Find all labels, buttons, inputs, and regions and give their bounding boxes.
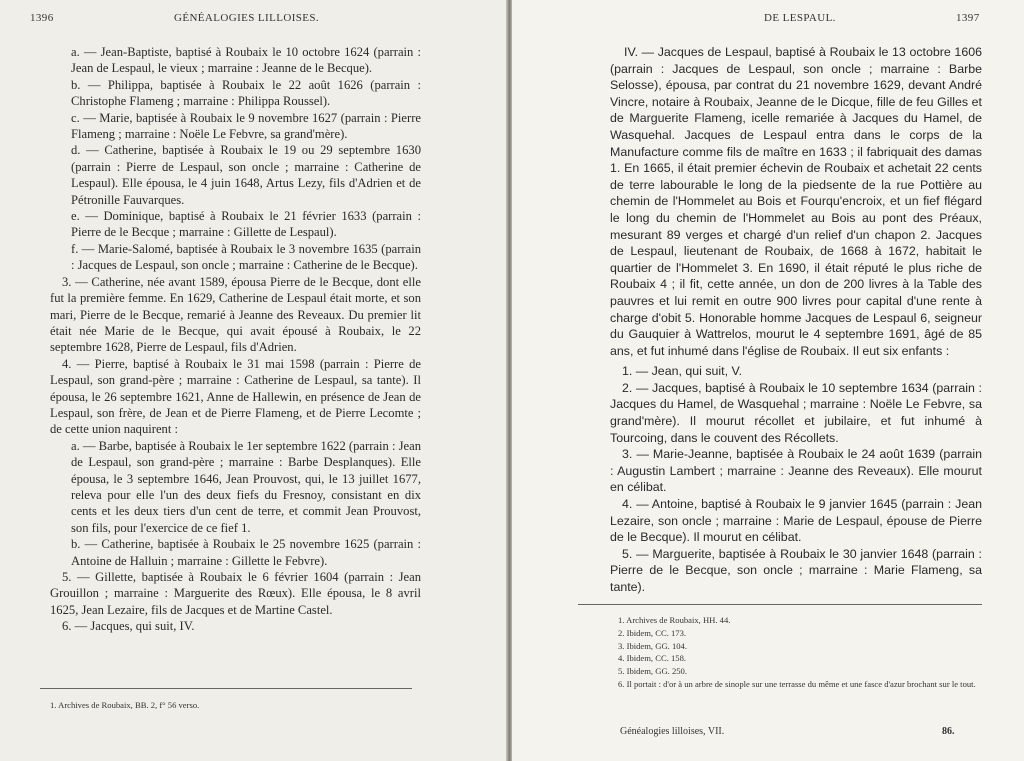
right-footnotes	[618, 614, 998, 691]
list-item: 4. — Pierre, baptisé à Roubaix le 31 mai 1598 (parrain : Pierre de Lespaul, son grand-père ; marraine : Catherine de Lespaul, sa tante). Il épousa, le 26 septembre 1621, Anne de Hallewin, en présence de Jean de Lespaul, son frère, de Jean et de Pierre Flameng, et de Pierre Lecomte ; de cette union naquirent :	[50, 356, 421, 437]
right-body	[610, 44, 982, 596]
footnote: 6. Il portait : d'or à un arbre de sinople sur une terrasse du même et une fasce d'azur brochant sur le tout.	[618, 678, 976, 689]
list-item: 3. — Marie-Jeanne, baptisée à Roubaix le 24 août 1639 (parrain : Augustin Lambert ; marraine : Jeanne des Reveaux). Elle mourut en célibat.	[610, 447, 982, 495]
footnote: 1. Archives de Roubaix, HH. 44.	[618, 615, 731, 625]
left-footnotes	[50, 699, 430, 712]
left-page-number: 1396	[30, 12, 54, 24]
main-paragraph: IV. — Jacques de Lespaul, baptisé à Roubaix le 13 octobre 1606 (parrain : Jacques de Lespaul, son oncle ; marraine : Barbe Selosse), épousa, par contrat du 21 novembre 1629, devant André Vincre, notaire à Roubaix, Jeanne de le Dicque, fille de feu Gilles et de Marguerite Flameng, icelle remariée à Jacques du Hamel, de Wasquehal. Jacques de Lespaul entra dans le corps de la Manufacture comme fils de maître en 1633 ; il fabriquait des damas 1. En 1665, il était premier échevin de Roubaix et achetait 22 cents de terre labourable le long de la piedsente de la rue Pottière au chemin de l'Hommelet au Bois et Fourqu'encroix, et un fief flégard le long du chemin de l'Hommelet au Bois au pont des Préaux, mesurant 89 verges et chargé d'un relief d'un chapon 2. Jacques de Lespaul, lieutenant de Roubaix, de 1668 à 1672, habitait le quartier de l'Hommelet 3. En 1690, il était réputé le plus riche de Roubaix 4 ; il fit, cette année, un don de 200 livres à la Table des pauvres et lui remit en outre 900 livres pour capital d'une rente à charge d'obit 5. Honorable homme Jacques de Lespaul 6, seigneur du Gauquier à Wattrelos, mourut le 4 septembre 1691, âgé de 85 ans, et fut inhumé dans l'église de Roubaix. Il eut six enfants :	[610, 45, 982, 358]
signature-mark: Généalogies lilloises, VII.	[620, 726, 725, 737]
left-body	[50, 44, 421, 635]
list-item: 6. — Jacques, qui suit, IV.	[62, 619, 195, 634]
list-item: a. — Barbe, baptisée à Roubaix le 1er septembre 1622 (parrain : Jean de Lespaul, son grand-père ; marraine : Barbe Desplanques). Elle épousa, le 3 septembre 1646, Jean Prouvost, qui, le 13 juillet 1677, releva pour elle l'un des deux fiefs du Fresnoy, consistant en dix cents et les deux tiers d'un cent de terre, et commit Jean Prouvost, son fils, pour l'exercice de ce fief 1.	[71, 438, 421, 535]
footnote: 4. Ibidem, CC. 158.	[618, 653, 687, 664]
list-item: f. — Marie-Salomé, baptisée à Roubaix le 3 novembre 1635 (parrain : Jacques de Lespaul, son oncle ; marraine : Catherine de le Becque).	[71, 241, 421, 273]
list-item: b. — Philippa, baptisée à Roubaix le 22 août 1626 (parrain : Christophe Flameng ; marraine : Philippa Roussel).	[71, 77, 421, 109]
list-item: 4. — Antoine, baptisé à Roubaix le 9 janvier 1645 (parrain : Jean Lezaire, son oncle ; marraine : Marie de Lespaul, épouse de Pierre de le Becque). Il mourut en célibat.	[610, 497, 982, 545]
footnote-rule	[40, 688, 412, 689]
left-running-head: GÉNÉALOGIES LILLOISES.	[174, 12, 320, 24]
signature-number: 86.	[942, 726, 955, 737]
list-item: d. — Catherine, baptisée à Roubaix le 19 ou 29 septembre 1630 (parrain : Pierre de Lespaul, son oncle ; marraine : Catherine de Lespaul). Elle épousa, le 4 juin 1648, Artus Lezy, fils d'Adrien et de Pétronille Fauvarques.	[71, 143, 421, 207]
footnote: 3. Ibidem, GG. 104.	[618, 640, 687, 651]
right-running-head: DE LESPAUL.	[764, 12, 836, 24]
left-page	[0, 0, 508, 761]
footnote: 5. Ibidem, GG. 250.	[618, 666, 687, 677]
right-page	[512, 0, 1024, 761]
list-item: 5. — Gillette, baptisée à Roubaix le 6 février 1604 (parrain : Jean Grouillon ; marraine : Marguerite des Rœux). Elle épousa, le 8 avril 1625, Jean Lezaire, fils de Jacques et de Martine Castel.	[50, 570, 421, 617]
footnote: 1. Archives de Roubaix, BB. 2, f° 56 verso.	[50, 700, 200, 710]
list-item: b. — Catherine, baptisée à Roubaix le 25 novembre 1625 (parrain : Antoine de Halluin ; marraine : Gillette le Febvre).	[71, 537, 421, 568]
list-item: 3. — Catherine, née avant 1589, épousa Pierre de le Becque, dont elle fut la première femme. En 1629, Catherine de Lespaul était morte, et son mari, Pierre de le Becque, remarié à Jeanne des Reveaux. Du premier lit était née Marie de le Becque, qui avait épousé à Roubaix, le 22 septembre 1628, Pierre de Lespaul, fils d'Adrien.	[50, 274, 421, 355]
list-item: a. — Jean-Baptiste, baptisé à Roubaix le 10 octobre 1624 (parrain : Jean de Lespaul, le vieux ; marraine : Jeanne de le Becque).	[71, 45, 421, 76]
list-item: 5. — Marguerite, baptisée à Roubaix le 30 janvier 1648 (parrain : Pierre de le Becque, son oncle ; marraine : Marie Flameng, sa tante).	[610, 546, 982, 594]
footnote-rule	[578, 604, 982, 605]
list-item: e. — Dominique, baptisé à Roubaix le 21 février 1633 (parrain : Pierre de le Becque ; marraine : Gillette de Lespaul).	[71, 209, 421, 240]
list-item: 2. — Jacques, baptisé à Roubaix le 10 septembre 1634 (parrain : Jacques du Hamel, de Wasquehal ; marraine : Noële Le Febvre, sa grand'mère). Il mourut récollet et jubilaire, et fut inhumé à Tourcoing, dans le couvent des Récollets.	[610, 380, 982, 445]
footnote: 2. Ibidem, CC. 173.	[618, 627, 687, 638]
list-item: 1. — Jean, qui suit, V.	[622, 364, 743, 379]
list-item: c. — Marie, baptisée à Roubaix le 9 novembre 1627 (parrain : Pierre Flameng ; marraine : Noële Le Febvre, sa grand'mère).	[71, 110, 421, 142]
right-page-number: 1397	[956, 12, 980, 24]
